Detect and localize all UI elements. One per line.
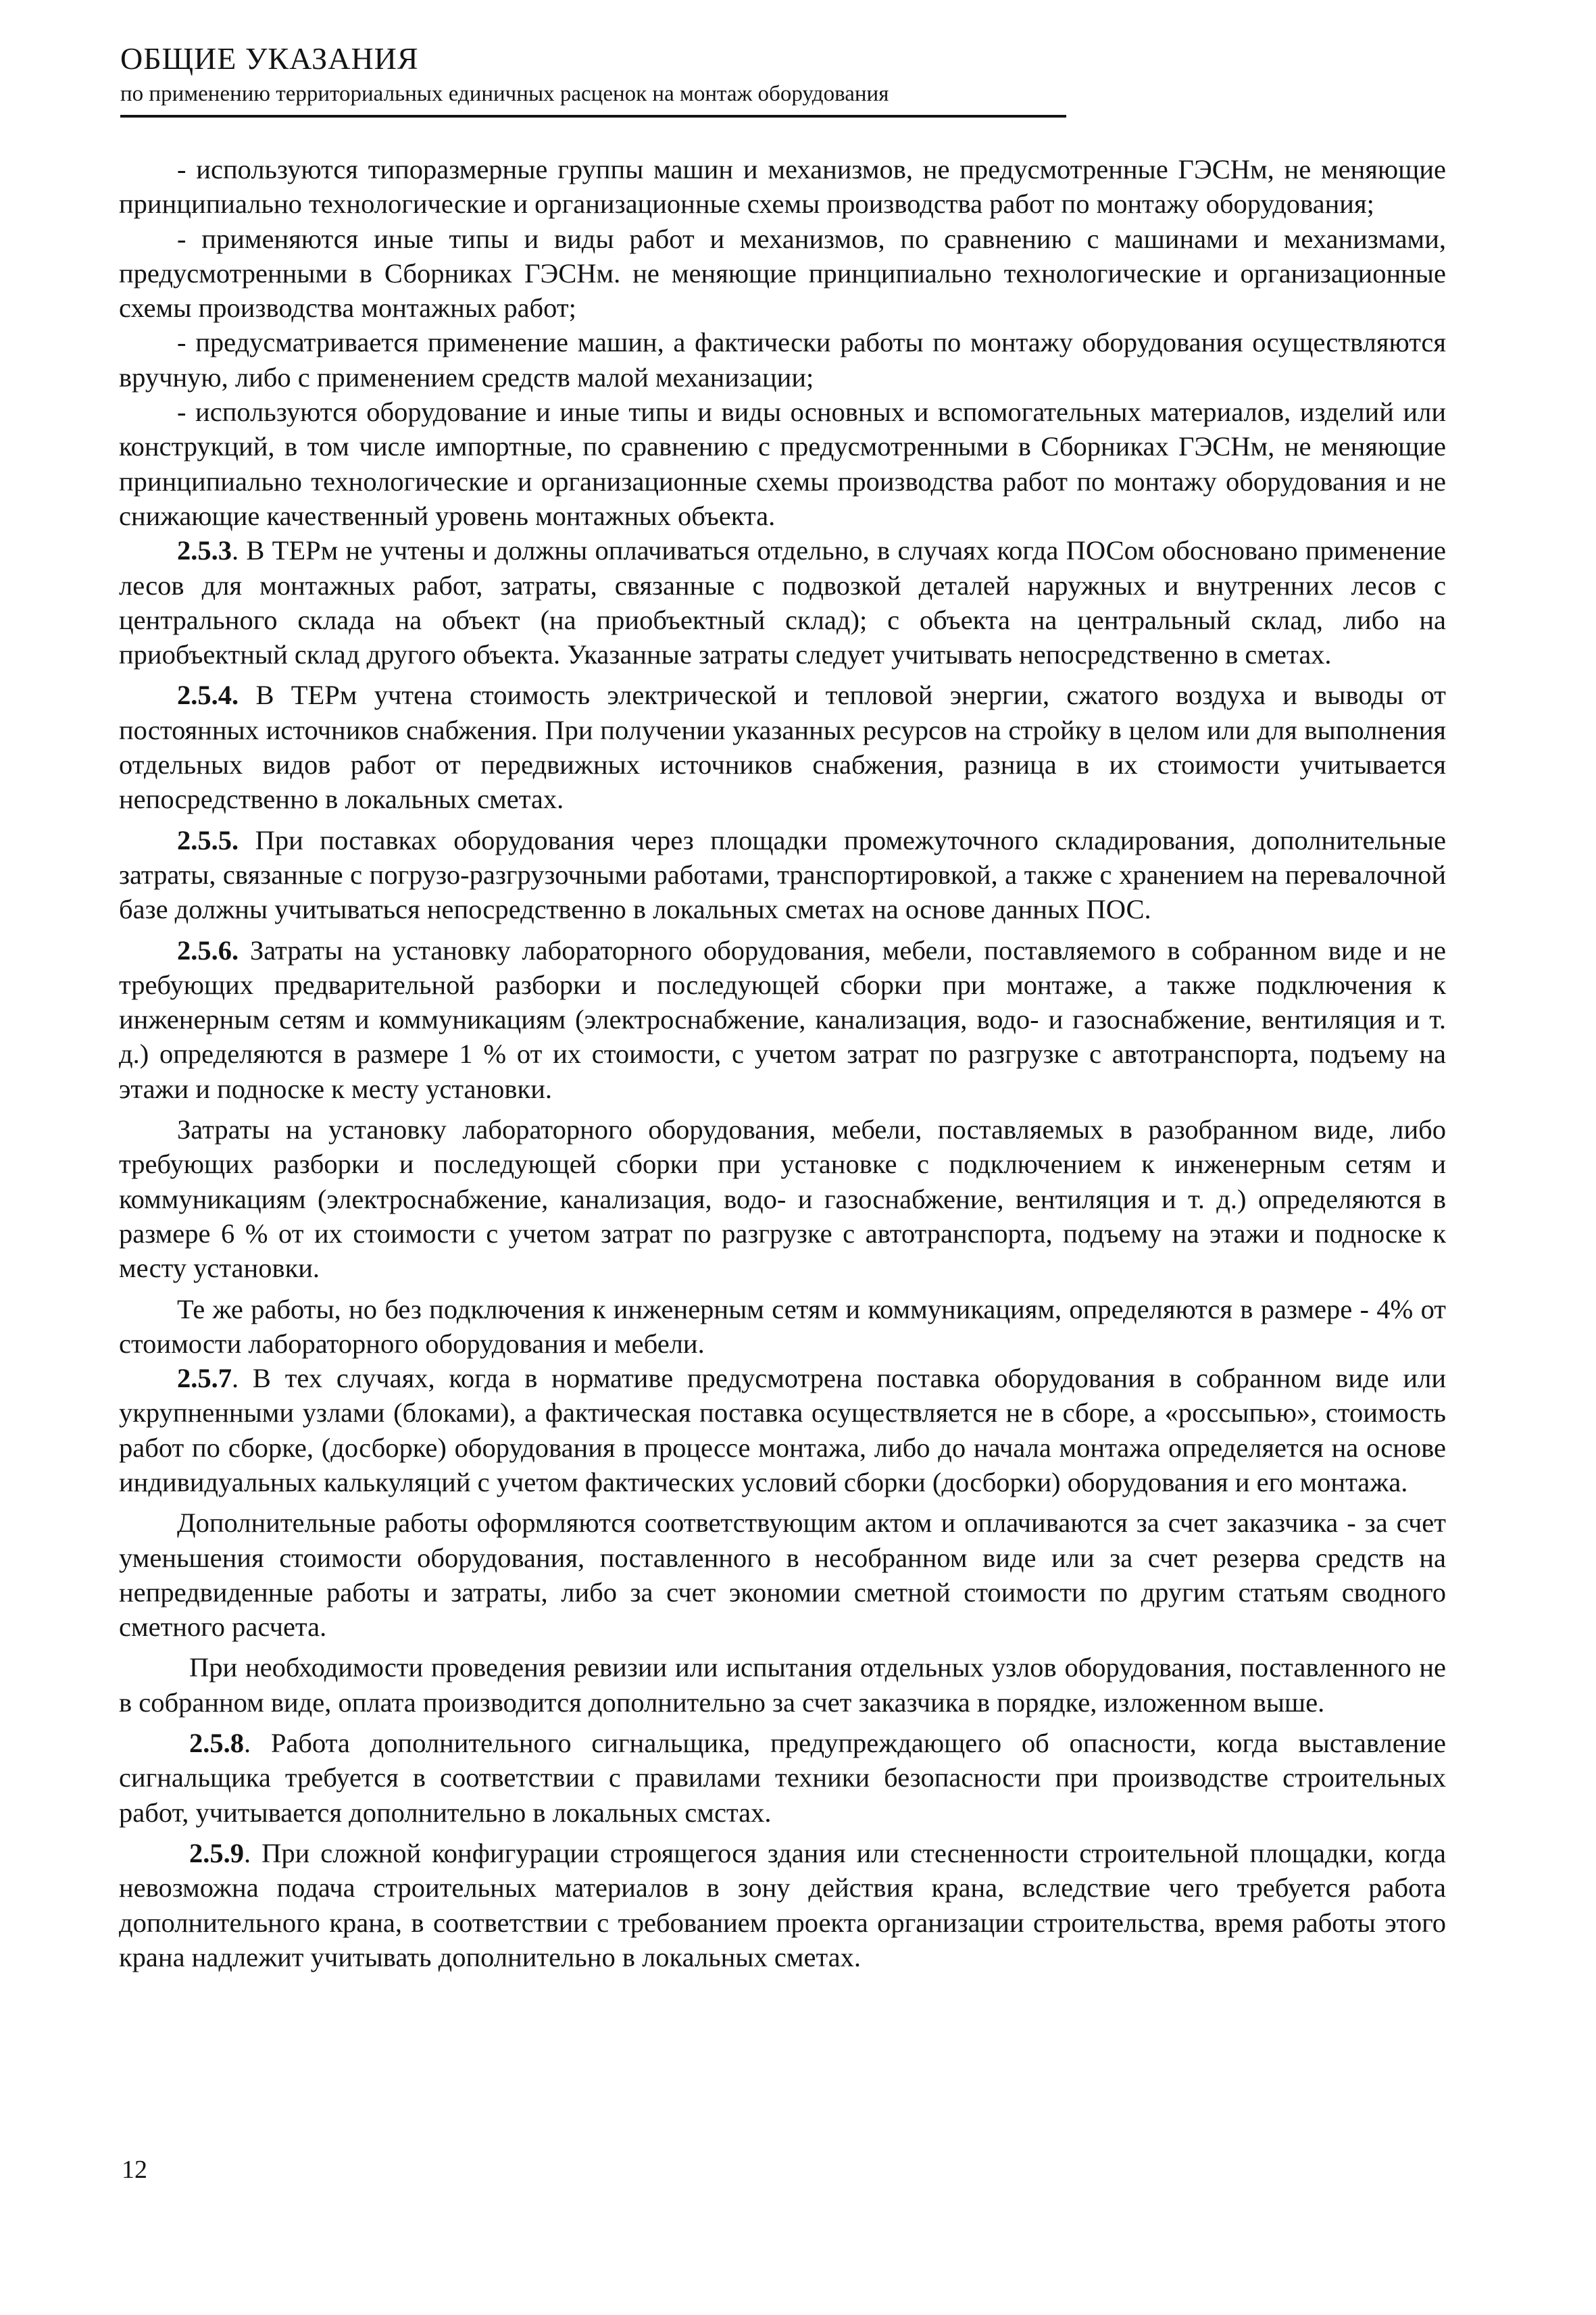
paragraph: Те же работы, но без подключения к инженерным сетям и коммуникациям, определяются в размере - 4% от стоимости лабораторного оборудования и мебели. — [119, 1293, 1446, 1359]
clause-number: 2.5.7 — [177, 1363, 232, 1394]
header-rule — [120, 115, 1066, 118]
header-title: ОБЩИЕ УКАЗАНИЯ — [120, 41, 419, 76]
clause-2-5-4: 2.5.4. В ТЕРм учтена стоимость электрической и тепловой энергии, сжатого воздуха и выводы от постоянных источников снабжения. При получении указанных ресурсов на стройку в целом или для выполнения отдельных видов работ от передвижных источников снабжения, разница в их стоимости учитывается непосредственно в локальных сметах. — [119, 680, 1446, 815]
clause-number: 2.5.5. — [177, 824, 239, 855]
clause-2-5-3: 2.5.3. В ТЕРм не учтены и должны оплачиваться отдельно, в случаях когда ПОСом обосновано применение лесов для монтажных работ, затраты, связанные с подвозкой деталей наружных и внутренних лесов с центрального склада на объект (на приобъектный склад); с объекта на центральный склад, либо на приобъектный склад другого объекта. Указанные затраты следует учитывать непосредственно в сметах. — [119, 535, 1446, 670]
list-item-dash: - применяются иные типы и виды работ и механизмов, по сравнению с машинами и механизмами, предусмотренными в Сборниках ГЭСНм. не меняющие принципиально технологические и организационные схемы производства монтажных работ; — [119, 223, 1446, 324]
paragraph: При необходимости проведения ревизии или испытания отдельных узлов оборудования, поставленного не в собранном виде, оплата производится дополнительно за счет заказчика в порядке, изложенном выше. — [119, 1652, 1446, 1718]
list-item-dash: - используются типоразмерные группы машин и механизмов, не предусмотренные ГЭСНм, не меняющие принципиально технологические и организационные схемы производства работ по монтажу оборудования; — [119, 154, 1446, 220]
paragraph: Затраты на установку лабораторного оборудования, мебели, поставляемых в разобранном виде, либо требующих разборки и последующей сборки при установке с подключением к инженерным сетям и коммуникациям (электроснабжение, канализация, водо- и газоснабжение, вентиляция и т. д.) определяются в размере 6 % от их стоимости с учетом затрат по разгрузке с автотранспорта, подъему на этажи и подноске к месту установки. — [119, 1114, 1446, 1284]
header-subtitle: по применению территориальных единичных расценок на монтаж оборудования — [120, 82, 889, 106]
clause-2-5-7: 2.5.7. В тех случаях, когда в нормативе предусмотрена поставка оборудования в собранном виде или укрупненными узлами (блоками), а фактическая поставка осуществляется не в сборе, а «россыпью», стоимость работ по сборке, (досборке) оборудования в процессе монтажа, либо до начала монтажа определяется на основе индивидуальных калькуляций с учетом фактических условий сборки (досборки) оборудования и его монтажа. — [119, 1363, 1446, 1497]
clause-number: 2.5.6. — [177, 935, 239, 966]
clause-2-5-5: 2.5.5. При поставках оборудования через площадки промежуточного складирования, дополнительные затраты, связанные с погрузо-разгрузочными работами, транспортировкой, а также с хранением на перевалочной базе должны учитываться непосредственно в локальных сметах на основе данных ПОС. — [119, 824, 1446, 925]
clause-2-5-8: 2.5.8. Работа дополнительного сигнальщика, предупреждающего об опасности, когда выставление сигнальщика требуется в соответствии с правилами техники безопасности при производстве строительных работ, учитывается дополнительно в локальных смстах. — [119, 1728, 1446, 1828]
page-number: 12 — [122, 2156, 147, 2184]
clause-number: 2.5.4. — [177, 680, 239, 711]
clause-number: 2.5.8 — [189, 1728, 244, 1759]
paragraph: Дополнительные работы оформляются соответствующим актом и оплачиваются за счет заказчика - за счет уменьшения стоимости оборудования, поставленного в несобранном виде или за счет резерва средств на непредвиденные работы и затраты, либо за счет экономии сметной стоимости по другим статьям сводного сметного расчета. — [119, 1508, 1446, 1643]
running-header — [120, 39, 1066, 118]
clause-2-5-6: 2.5.6. Затраты на установку лабораторного оборудования, мебели, поставляемого в собранном виде и не требующих предварительной разборки и последующей сборки при монтаже, а также подключения к инженерным сетям и коммуникациям (электроснабжение, канализация, водо- и газоснабжение, вентиляция и т. д.) определяются в размере 1 % от их стоимости, с учетом затрат по разгрузке с автотранспорта, подъему на этажи и подноске к месту установки. — [119, 935, 1446, 1104]
list-item-dash: - предусматривается применение машин, а фактически работы по монтажу оборудования осуществляются вручную, либо с применением средств малой механизации; — [119, 327, 1446, 393]
clause-2-5-9: 2.5.9. При сложной конфигурации строящегося здания или стесненности строительной площадки, когда невозможна подача строительных материалов в зону действия крана, вследствие чего требуется работа дополнительного крана, в соответствии с требованием проекта организации строительства, время работы этого крана надлежит учитывать дополнительно в локальных сметах. — [119, 1837, 1446, 1972]
clause-number: 2.5.9 — [189, 1837, 244, 1868]
list-item-dash: - используются оборудование и иные типы и виды основных и вспомогательных материалов, изделий или конструкций, в том числе импортные, по сравнению с предусмотренными в Сборниках ГЭСНм, не меняющие принципиально технологические и организационные схемы производства работ по монтажу оборудования и не снижающие качественный уровень монтажных объекта. — [119, 397, 1446, 531]
clause-number: 2.5.3 — [177, 535, 232, 566]
document-body — [119, 152, 1446, 1974]
